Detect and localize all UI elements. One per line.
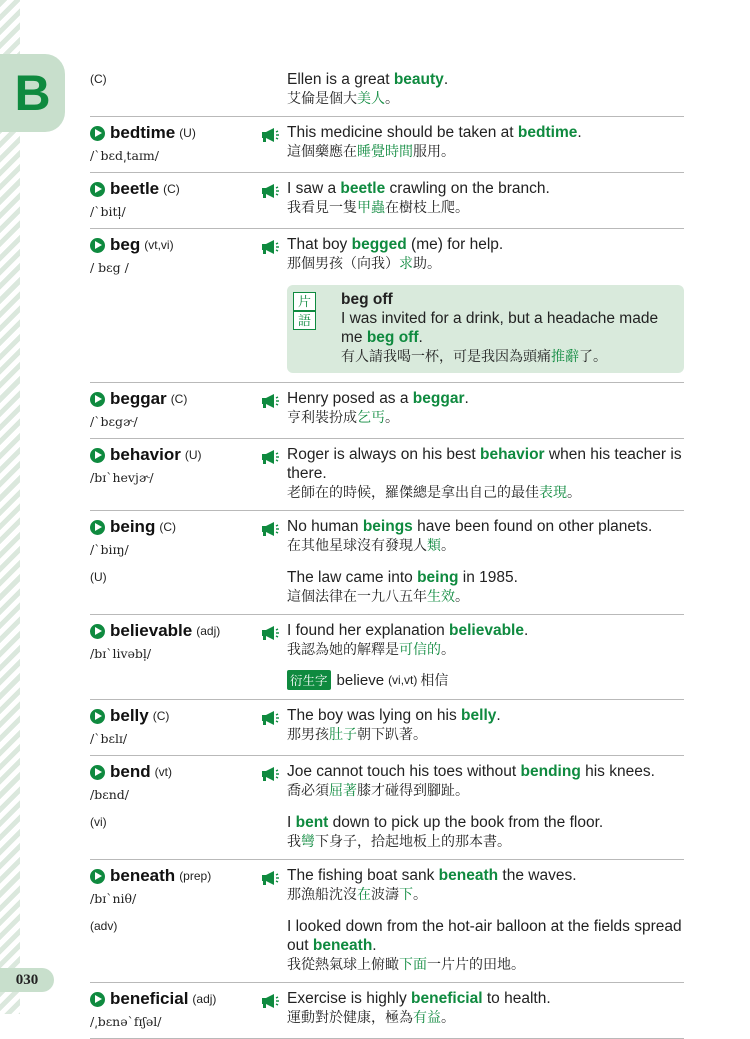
- headword: bend: [110, 762, 151, 781]
- entry-being: [90, 511, 684, 615]
- headword: beneath: [110, 866, 176, 885]
- part-of-speech: (C): [159, 520, 177, 534]
- entry-beauty-continued: [90, 70, 684, 117]
- pronunciation: /ˋbɛd͵taɪm/: [90, 148, 159, 163]
- pronunciation: / bɛg /: [90, 260, 129, 275]
- part-of-speech: (adj): [196, 624, 221, 638]
- pronunciation: /ˋbɛgɚ/: [90, 414, 138, 429]
- entry-beg: [90, 229, 684, 383]
- part-of-speech: (C): [163, 182, 180, 196]
- part-of-speech: (vt,vi): [144, 238, 174, 252]
- example-english: I bent down to pick up the book from the floor.: [287, 814, 604, 831]
- headword: behavior: [110, 445, 181, 464]
- example-english: Roger is always on his best behavior when his teacher is there.: [287, 446, 682, 482]
- megaphone-icon[interactable]: [262, 184, 279, 198]
- derivative-pos: (vi,vt): [388, 673, 418, 687]
- pronunciation: /bɪˋhevjɚ/: [90, 470, 154, 485]
- example-chinese: 我看見一隻甲蟲在樹枝上爬。: [287, 199, 469, 215]
- example-english: I looked down from the hot-air balloon at the fields spread out beneath.: [287, 918, 682, 954]
- megaphone-icon[interactable]: [262, 994, 279, 1008]
- pronunciation: /bɪˋniθ/: [90, 891, 137, 906]
- entry-beneficial: [90, 983, 684, 1039]
- example-chinese: 老師在的時候，羅傑總是拿出自己的最佳表現。: [287, 484, 581, 500]
- example-english: Joe cannot touch his toes without bending his knees.: [287, 763, 655, 780]
- example-english: That boy begged (me) for help.: [287, 236, 504, 253]
- megaphone-icon[interactable]: [262, 767, 279, 781]
- part-of-speech: (vi): [90, 815, 107, 829]
- part-of-speech: (adv): [90, 919, 118, 933]
- part-of-speech: (C): [152, 709, 170, 723]
- megaphone-icon[interactable]: [262, 626, 279, 640]
- headword: beggar: [110, 389, 167, 408]
- part-of-speech: (C): [170, 392, 188, 406]
- derivative-chinese: 相信: [420, 672, 449, 688]
- megaphone-icon[interactable]: [262, 128, 279, 142]
- example-chinese: 運動對於健康，極為有益。: [287, 1009, 455, 1025]
- phrase-tag: 片: [293, 292, 316, 311]
- example-english: Henry posed as a beggar.: [287, 390, 469, 407]
- part-of-speech: (U): [90, 570, 107, 584]
- part-of-speech: (adj): [192, 992, 217, 1006]
- headword: beg: [110, 235, 141, 254]
- page-number: 030: [0, 968, 54, 992]
- entry-bend: [90, 756, 684, 860]
- play-circle-icon[interactable]: [90, 520, 105, 535]
- example-chinese: 在其他星球沒有發現人類。: [287, 537, 455, 553]
- play-circle-icon[interactable]: [90, 992, 105, 1007]
- megaphone-icon[interactable]: [262, 871, 279, 885]
- headword: beetle: [110, 179, 160, 198]
- play-circle-icon[interactable]: [90, 182, 105, 197]
- pronunciation: /ˋbitl̩/: [90, 204, 126, 219]
- entry-behavior: [90, 439, 684, 511]
- example-chinese: 喬必須屈著膝才碰得到腳趾。: [287, 782, 469, 798]
- dictionary-entries: [90, 70, 684, 1039]
- example-chinese: 這個法律在一九八五年生效。: [287, 588, 469, 604]
- entry-beetle: [90, 173, 684, 229]
- play-circle-icon[interactable]: [90, 765, 105, 780]
- example-chinese: 這個藥應在睡覺時間服用。: [287, 143, 455, 159]
- decorative-side-stripe: [0, 0, 20, 1014]
- pronunciation: /ˋbiɪŋ/: [90, 542, 129, 557]
- entry-beneath: [90, 860, 684, 983]
- example-english: Ellen is a great beauty.: [287, 71, 449, 88]
- play-circle-icon[interactable]: [90, 624, 105, 639]
- play-circle-icon[interactable]: [90, 392, 105, 407]
- entry-believable: [90, 615, 684, 700]
- pronunciation: /bɪˋlivəbl̩/: [90, 646, 152, 661]
- headword: bedtime: [110, 123, 176, 142]
- megaphone-icon[interactable]: [262, 240, 279, 254]
- example-chinese: 艾倫是個大美人。: [287, 90, 399, 106]
- example-english: I found her explanation believable.: [287, 622, 529, 639]
- play-circle-icon[interactable]: [90, 869, 105, 884]
- example-chinese: 那男孩肚子朝下趴著。: [287, 726, 427, 742]
- megaphone-icon[interactable]: [262, 711, 279, 725]
- pronunciation: /͵bɛnəˋfɪʃəl/: [90, 1014, 162, 1029]
- example-english: The boy was lying on his belly.: [287, 707, 501, 724]
- headword: believable: [110, 621, 193, 640]
- play-circle-icon[interactable]: [90, 448, 105, 463]
- section-letter-tab: [0, 54, 65, 132]
- example-chinese: 那漁船沈沒在波濤下。: [287, 886, 427, 902]
- headword: being: [110, 517, 156, 536]
- example-english: This medicine should be taken at bedtime.: [287, 124, 582, 141]
- derivative-tag: 衍生字: [287, 670, 331, 690]
- part-of-speech: (vt): [154, 765, 172, 779]
- pronunciation: /ˋbɛlɪ/: [90, 731, 128, 746]
- phrase-tag: 語: [293, 311, 316, 330]
- megaphone-icon[interactable]: [262, 450, 279, 464]
- play-circle-icon[interactable]: [90, 238, 105, 253]
- example-chinese: 我從熱氣球上俯瞰下面一片片的田地。: [287, 956, 525, 972]
- headword: belly: [110, 706, 149, 725]
- example-chinese: 那個男孩（向我）求助。: [287, 255, 441, 271]
- example-english: The fishing boat sank beneath the waves.: [287, 867, 577, 884]
- phrase-example-chinese: 有人請我喝一杯，可是我因為頭痛推辭了。: [341, 348, 607, 364]
- pronunciation: /bɛnd/: [90, 787, 129, 802]
- part-of-speech: (prep): [179, 869, 212, 883]
- example-chinese: 亨利裝扮成乞丐。: [287, 409, 399, 425]
- phrase-headword: beg off: [341, 291, 393, 308]
- example-chinese: 我彎下身子，拾起地板上的那本書。: [287, 833, 511, 849]
- play-circle-icon[interactable]: [90, 709, 105, 724]
- derivative-headword: believe: [336, 671, 385, 689]
- part-of-speech: (U): [179, 126, 196, 140]
- headword: beneficial: [110, 989, 189, 1008]
- part-of-speech: (U): [184, 448, 202, 462]
- megaphone-icon[interactable]: [262, 394, 279, 408]
- derivative-word: [287, 670, 684, 690]
- section-letter: B: [14, 65, 51, 121]
- entry-bedtime: [90, 117, 684, 173]
- example-english: I saw a beetle crawling on the branch.: [287, 180, 550, 197]
- example-english: The law came into being in 1985.: [287, 569, 518, 586]
- example-english: No human beings have been found on other planets.: [287, 518, 653, 535]
- phrase-example-english: I was invited for a drink, but a headache made me beg off.: [341, 310, 659, 346]
- part-of-speech: (C): [90, 72, 107, 86]
- example-english: Exercise is highly beneficial to health.: [287, 990, 551, 1007]
- entry-beggar: [90, 383, 684, 439]
- example-chinese: 我認為她的解釋是可信的。: [287, 641, 455, 657]
- phrase-box: [287, 285, 684, 373]
- megaphone-icon[interactable]: [262, 522, 279, 536]
- entry-belly: [90, 700, 684, 756]
- play-circle-icon[interactable]: [90, 126, 105, 141]
